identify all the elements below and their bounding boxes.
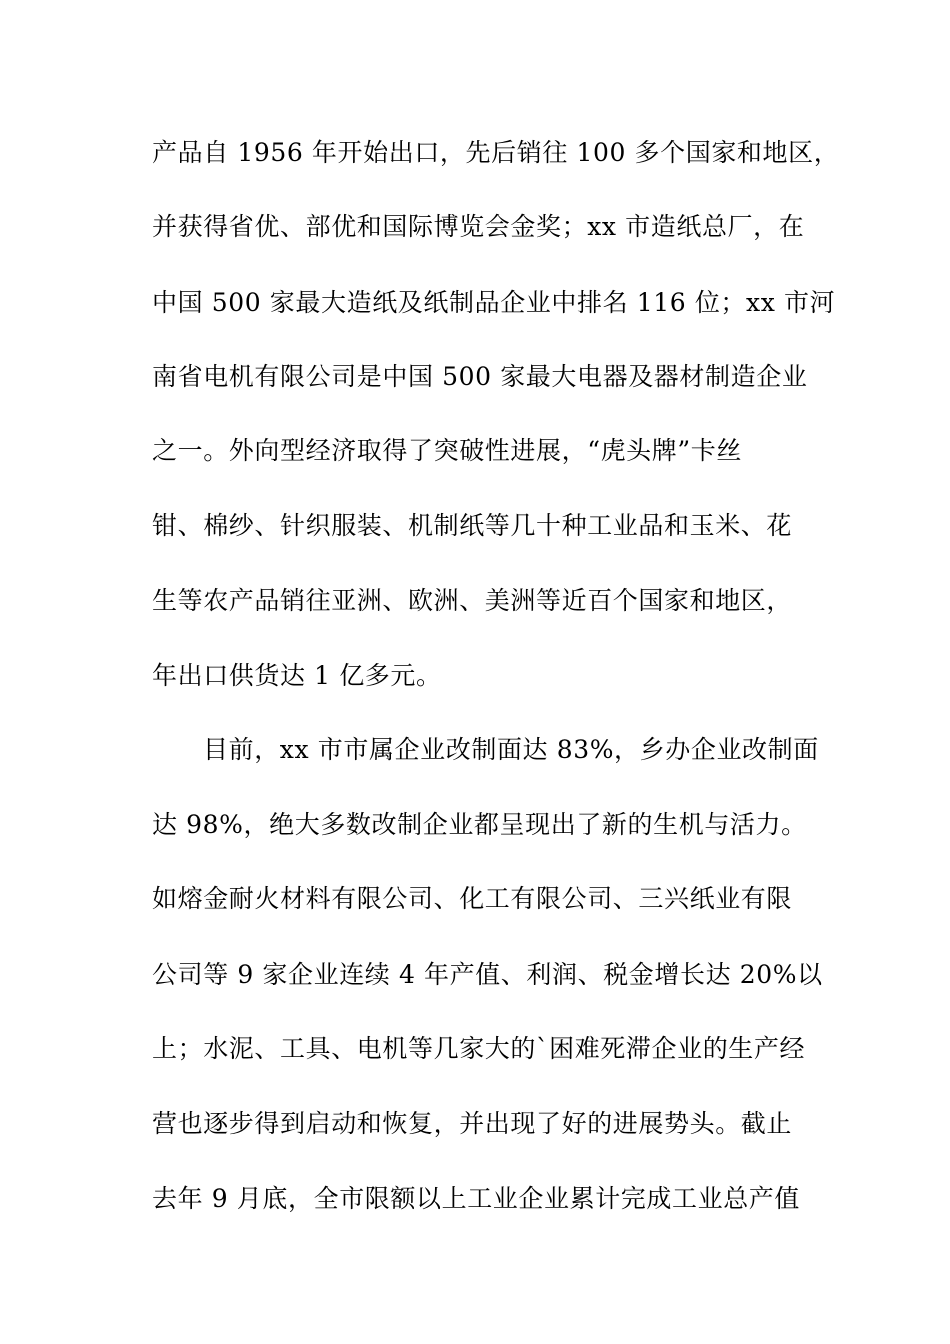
text-line-1: 产品自 1956 年开始出口，先后销往 100 多个国家和地区， [152,138,840,167]
text-line-15: 去年 9 月底，全市限额以上工业企业累计完成工业总产值 [152,1184,801,1213]
text-line-4: 南省电机有限公司是中国 500 家最大电器及器材制造企业 [152,362,808,391]
text-line-8: 年出口供货达 1 亿多元。 [152,661,442,690]
text-line-2: 并获得省优、部优和国际博览会金奖；xx 市造纸总厂，在 [152,212,805,241]
text-line-5: 之一。外向型经济取得了突破性进展，“虎头牌”卡丝 [152,436,742,465]
text-line-10: 达 98%，绝大多数改制企业都呈现出了新的生机与活力。 [152,810,807,839]
text-line-13: 上；水泥、工具、电机等几家大的`困难死滞企业的生产经 [152,1034,806,1063]
text-line-3: 中国 500 家最大造纸及纸制品企业中排名 116 位；xx 市河 [152,288,836,317]
text-line-11: 如熔金耐火材料有限公司、化工有限公司、三兴纸业有限 [152,884,793,913]
text-line-6: 钳、棉纱、针织服装、机制纸等几十种工业品和玉米、花 [152,511,793,540]
text-line-7: 生等农产品销往亚洲、欧洲、美洲等近百个国家和地区， [152,586,793,615]
text-line-12: 公司等 9 家企业连续 4 年产值、利润、税金增长达 20%以 [152,960,823,989]
text-line-14: 营也逐步得到启动和恢复，并出现了好的进展势头。截止 [152,1109,793,1138]
text-line-9-paragraph-start: 目前，xx 市市属企业改制面达 83%，乡办企业改制面 [203,735,819,764]
